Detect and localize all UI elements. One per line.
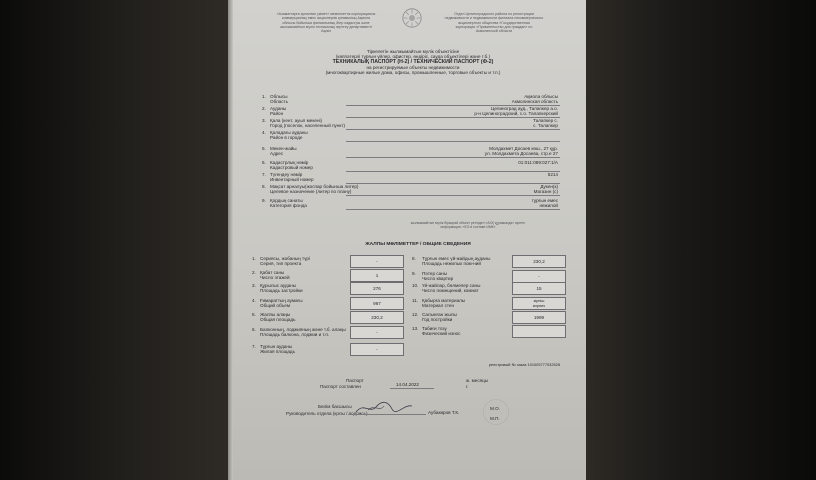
address-item-label-ru: Кадастровый номер xyxy=(270,165,313,170)
title-line: на регистрируемые объекты недвижимости xyxy=(366,65,460,71)
address-item-label-kz: Облысы xyxy=(270,94,288,99)
document-title xyxy=(268,49,558,75)
info-item-number: 1. xyxy=(252,256,256,261)
info-item-value: 15 xyxy=(512,282,566,295)
date-line xyxy=(390,388,434,389)
info-item-label-ru: Общая площадь xyxy=(260,317,296,322)
info-item-value: 967 xyxy=(350,297,404,310)
address-item-label-kz: Қаладағы ауданы xyxy=(270,130,308,135)
address-item-label-ru: Город (поселок, населенный пункт) xyxy=(270,123,346,128)
info-item-label-ru: Число этажей xyxy=(260,275,290,280)
address-item-value: Ақмола облысы Акмолинская область xyxy=(511,94,558,104)
title-line: Тіркелетін жылжымайтын мүлік объектісіне xyxy=(366,49,460,54)
stamp-place-kz: М.О. xyxy=(490,406,500,411)
technical-passport-document xyxy=(228,0,586,480)
address-item-number: 8. xyxy=(262,184,266,189)
registry-number: реестровый № заказ 101005777032528 xyxy=(488,362,560,367)
header-right-organization xyxy=(424,12,564,33)
info-item-number: 6. xyxy=(252,327,256,332)
address-underline xyxy=(346,209,560,210)
head-of-department-kz: Бөлім басшысы xyxy=(318,404,352,409)
info-item-number: 9. xyxy=(412,271,416,276)
background-left xyxy=(0,0,228,480)
info-item-value: 1999 xyxy=(512,311,566,324)
address-item-label-kz: Кадастрлық нөмір xyxy=(270,160,309,165)
header-left-line: облысы бойынша филиалының Жер кадастры және xyxy=(282,20,370,25)
info-item-label-kz: Қабат саны xyxy=(260,270,285,275)
header-left-line: коммерциялық емес акционерлік қоғамының Ақмола xyxy=(282,16,370,21)
address-item-label-ru: Область xyxy=(270,99,289,104)
passport-date: 14.04.2022 xyxy=(396,382,419,387)
header-right-line: Отдел Целиноградского района по регистрации xyxy=(454,12,534,16)
address-item-number: 6. xyxy=(262,160,266,165)
head-of-department-ru: Руководитель отдела (қолы / подпись) xyxy=(286,411,368,416)
info-item-value: кірпіш кирпич xyxy=(512,297,566,310)
address-item-value: Талапкер с. с. Талапкер xyxy=(533,118,558,128)
address-item-label-kz: Қала (кент, ауыл мекені) xyxy=(270,118,323,123)
address-underline xyxy=(346,157,560,158)
address-item-value: 01:011:089:027:1/А xyxy=(518,160,558,165)
info-item-value: - xyxy=(350,343,404,356)
address-item-value: Молдахмет Досаев көш., 27 құр. ул. Молдахмета Досаева, стр.е 27 xyxy=(484,146,558,156)
info-item-value xyxy=(512,325,566,338)
info-item-number: 13. xyxy=(412,326,419,331)
info-item-number: 12. xyxy=(412,312,419,317)
info-item-number: 7. xyxy=(252,344,256,349)
section-title: ЖАЛПЫ МӘЛІМЕТТЕР / ОБЩИЕ СВЕДЕНИЯ xyxy=(365,242,471,247)
address-item-number: 2. xyxy=(262,106,266,111)
info-item-number: 11. xyxy=(412,298,419,303)
address-item-label-kz: Ауданы xyxy=(270,106,287,111)
info-item-label-ru: Физический износ xyxy=(422,331,461,336)
address-underline xyxy=(346,129,560,130)
address-item-number: 3. xyxy=(262,118,266,123)
header-right-line: Акмолинской области xyxy=(475,29,513,34)
address-item-label-ru: Целевое назначение (литер по плану) xyxy=(270,189,352,194)
title-line: (многоквартирные жилые дома, офисы, промышленные, торговые объекты и т.п.) xyxy=(325,70,501,76)
title-line: (көппәтерлі тұрғын үйлер, офистер, өндіріс, сауда объектілері және т.б.) xyxy=(335,54,491,59)
address-item-label-ru: Категория фонда xyxy=(270,203,307,208)
info-item-label-ru: Число помещений, комнат xyxy=(422,288,479,293)
info-item-label-kz: Тұрғын емес үй-жайдың ауданы xyxy=(422,256,491,261)
header-right-line: акционерного общества «Государственная xyxy=(458,20,530,25)
address-item-number: 5. xyxy=(262,146,266,151)
info-item-label-ru: Жилая площадь xyxy=(260,349,295,354)
info-item-value: 230,2 xyxy=(350,311,404,324)
header-right-line: корпорация «Правительство для граждан» по xyxy=(455,24,533,29)
header-left-organization xyxy=(256,12,396,33)
info-item-label-ru: Серия, тип проекта xyxy=(260,261,302,266)
info-item-label-ru: Общий объем xyxy=(260,303,291,308)
info-item-label-kz: Салынған жылы xyxy=(422,312,457,317)
header-left-line: жылжымайтын мүлік техникалық зерттеу департаменті xyxy=(280,24,372,29)
title-main: ТЕХНИКАЛЫҚ ПАСПОРТ (Н-2) / ТЕХНИЧЕСКИЙ ПАСПОРТ (Ф-2) xyxy=(332,59,494,65)
info-item-value: - xyxy=(350,326,404,339)
place-kz: ж. месяцы xyxy=(466,378,489,383)
info-item-value: - xyxy=(512,270,566,283)
place-ru: г. xyxy=(466,384,469,389)
info-item-label-kz: Қабырға материалы xyxy=(422,298,466,303)
info-item-number: 4. xyxy=(252,298,256,303)
info-item-number: 10. xyxy=(412,283,419,288)
passport-issued-label: Паспорт составлен xyxy=(320,384,361,389)
handwritten-signature xyxy=(354,398,414,416)
address-item-label-ru: Адрес xyxy=(270,151,284,156)
info-item-label-ru: Площадь застройки xyxy=(260,288,303,293)
info-item-label-ru: Число квартир xyxy=(422,276,454,281)
address-item-value: Целиноград ауд., Талапкер а.о. р-н Целиноградский, с.о. Талапкерский xyxy=(474,106,558,116)
info-item-label-kz: Ғимараттың аумағы xyxy=(260,298,303,303)
info-item-number: 8. xyxy=(412,256,416,261)
address-item-label-ru: Район в городе xyxy=(270,135,303,140)
header-left-line: Ақкөл xyxy=(321,29,331,34)
info-item-label-kz: Табиғи тозу xyxy=(422,326,447,331)
header-left-line: «Азаматтарға арналған үкімет» мемлекеттік корпорациясы xyxy=(276,12,376,16)
info-item-label-kz: Жалпы алаңы xyxy=(260,312,291,317)
info-item-value: - xyxy=(350,255,404,268)
info-item-label-ru: Площадь балкона, лоджии и т.п. xyxy=(260,332,330,337)
address-item-number: 9. xyxy=(262,198,266,203)
info-item-value: 276 xyxy=(350,282,404,295)
info-item-number: 5. xyxy=(252,312,256,317)
address-item-label-kz: Түгендеу нөмір xyxy=(270,172,303,177)
address-underline xyxy=(346,141,560,142)
info-item-value: 1 xyxy=(350,269,404,282)
stamp-place-ru: М.П. xyxy=(490,416,500,421)
info-item-label-ru: Площадь нежилых пом-ний xyxy=(422,261,481,266)
info-item-number: 3. xyxy=(252,283,256,288)
info-item-number: 2. xyxy=(252,270,256,275)
info-item-label-kz: Пәтер саны xyxy=(422,271,447,276)
info-item-label-kz: Тұрғын ауданы xyxy=(260,344,293,349)
info-item-label-kz: Үй-жайлар, бөлмелер саны xyxy=(422,283,481,288)
address-item-label-ru: Район xyxy=(270,111,284,116)
address-item-label-kz: Қордың санаты xyxy=(270,198,303,203)
address-item-label-kz: Мақсат арналуы(жоспар бойынша литер) xyxy=(270,184,359,189)
government-emblem-icon xyxy=(402,8,422,28)
address-item-number: 7. xyxy=(262,172,266,177)
header-right-line: недвижимости и недвижимости филиала некоммерческого xyxy=(444,16,544,21)
address-item-label-kz: Мекен-жайы xyxy=(270,146,297,151)
address-item-label-ru: Инвентарный номер xyxy=(270,177,314,182)
info-item-label-kz: Сериясы, жобаның түрі xyxy=(260,256,310,261)
address-item-number: 1. xyxy=(262,94,266,99)
info-item-label-ru: Год постройки xyxy=(422,317,453,322)
official-name: Аубакиров Т.К. xyxy=(428,410,460,415)
address-underline xyxy=(346,195,560,196)
info-item-label-kz: Құрылыс ауданы xyxy=(260,283,297,288)
info-item-label-kz: Балконның, лоджияның және т.б. алаңы xyxy=(260,327,346,332)
address-item-number: 4. xyxy=(262,130,266,135)
ims-note: жылжымайтын мүлік бірыңғай объект ретіндегі «АХҚ құрамында» кіретін информация: «ЕО в составе ИМК» xyxy=(410,221,526,230)
address-item-value: тұрғын емес нежилой xyxy=(531,198,558,208)
info-item-value: 230,2 xyxy=(512,255,566,268)
passport-label-kz: Паспорт xyxy=(346,378,364,383)
official-seal-icon xyxy=(482,398,510,426)
info-item-label-ru: Материал стен xyxy=(422,303,455,308)
address-item-value: 5214 xyxy=(547,172,558,177)
paper-edge-shadow xyxy=(228,0,233,480)
address-item-value: Дүкен(к) Магазин (с) xyxy=(533,184,558,194)
background-right xyxy=(586,0,816,480)
